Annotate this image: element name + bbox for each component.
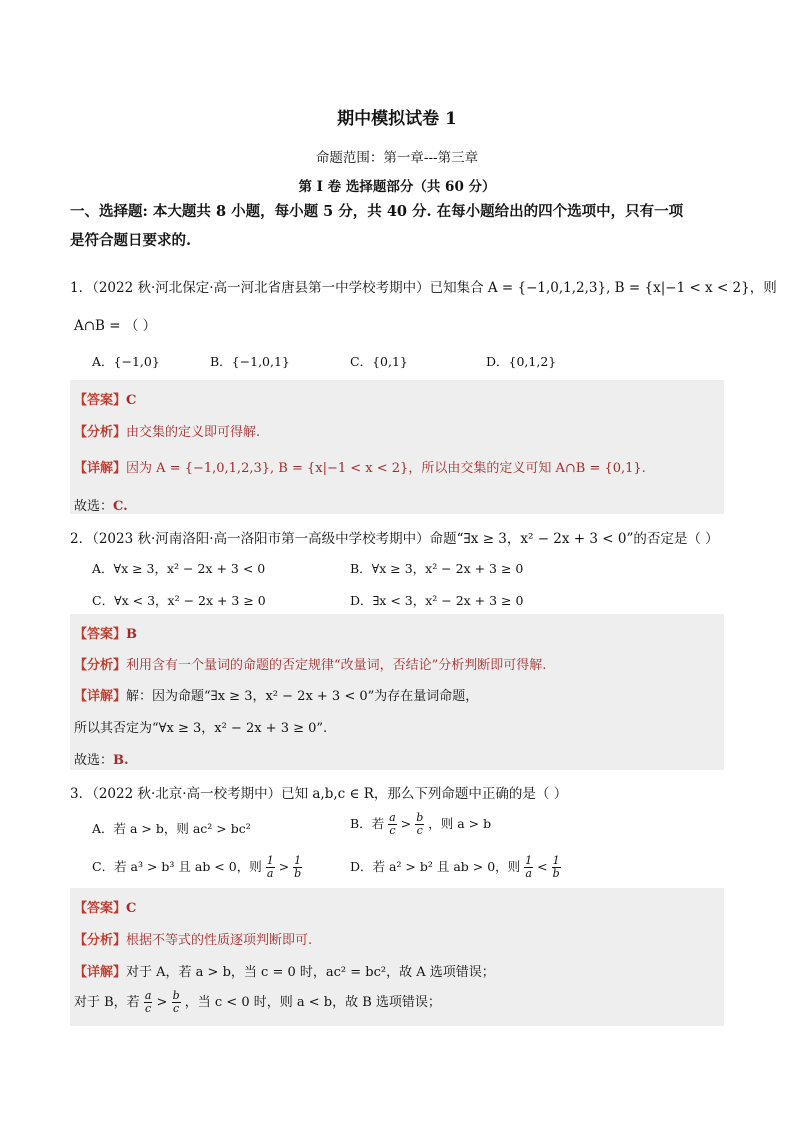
section-heading: 第 I 卷 选择题部分（共 60 分） bbox=[298, 179, 496, 195]
fraction-b-over-c: $\frac{b}{c}$ bbox=[416, 811, 424, 837]
question-1-option-c: C．{0,1} bbox=[350, 354, 408, 369]
question-3-option-b: B．若 $\frac{a}{c}$ > $\frac{b}{c}$ ，则 a > b bbox=[350, 811, 492, 837]
fraction-1-over-b: $\frac{1}{b}$ bbox=[552, 854, 560, 880]
question-2-option-b: B．∀x ≥ 3，x² − 2x + 3 ≥ 0 bbox=[350, 561, 524, 576]
instructions-line-2: 是符合题日要求的. bbox=[70, 232, 192, 249]
fraction-1-over-a: $\frac{1}{a}$ bbox=[525, 854, 533, 880]
exam-scope: 命题范围：第一章---第三章 bbox=[315, 150, 479, 166]
q1-analysis: 【分析】由交集的定义即可得解. bbox=[74, 425, 261, 440]
q1-answer: 【答案】C bbox=[74, 393, 137, 408]
q1-choose: 故选：C. bbox=[74, 499, 128, 514]
question-1-option-a: A．{−1,0} bbox=[92, 354, 160, 369]
q3-detail-cont: 对于 B，若 $\frac{a}{c}$ > $\frac{b}{c}$ ，当 c < 0 时，则 a < b，故 B 选项错误； bbox=[74, 989, 441, 1015]
q3-detail: 【详解】对于 A，若 a > b，当 c = 0 时，ac² = bc²，故 A 选项错误； bbox=[74, 965, 495, 980]
question-2-option-a: A．∀x ≥ 3，x² − 2x + 3 < 0 bbox=[92, 561, 266, 576]
q2-analysis: 【分析】利用含有一个量词的命题的否定规律“改量词，否结论”分析判断即可得解. bbox=[74, 658, 547, 673]
q3-answer: 【答案】C bbox=[74, 901, 137, 916]
question-1-stem-cont: A∩B = （ ） bbox=[74, 318, 157, 334]
page-title: 期中模拟试卷 1 bbox=[337, 109, 457, 129]
q2-choose: 故选：B. bbox=[74, 753, 129, 768]
fraction-a-over-c: $\frac{a}{c}$ bbox=[144, 989, 152, 1015]
question-2-stem: 2．（2023 秋·河南洛阳·高一洛阳市第一高级中学校考期中）命题“∃x ≥ 3，x² − 2x + 3 < 0”的否定是（ ） bbox=[70, 531, 719, 547]
q2-answer: 【答案】B bbox=[74, 627, 138, 642]
fraction-b-over-c: $\frac{b}{c}$ bbox=[172, 989, 180, 1015]
question-3-stem: 3．（2022 秋·北京·高一校考期中）已知 a,b,c ∈ R，那么下列命题中正确的是（ ） bbox=[70, 786, 568, 802]
question-2-option-d: D．∃x < 3，x² − 2x + 3 ≥ 0 bbox=[350, 593, 524, 608]
question-1-option-b: B．{−1,0,1} bbox=[210, 354, 290, 369]
question-3-option-c: C．若 a³ > b³ 且 ab < 0，则 $\frac{1}{a}$ > $\frac{1}{b}$ bbox=[92, 854, 302, 880]
fraction-1-over-b: $\frac{1}{b}$ bbox=[294, 854, 302, 880]
q3-analysis: 【分析】根据不等式的性质逐项判断即可. bbox=[74, 933, 313, 948]
question-3-option-a: A．若 a > b，则 ac² > bc² bbox=[92, 821, 251, 836]
question-1-solution bbox=[70, 380, 724, 514]
question-1-stem: 1．（2022 秋·河北保定·高一河北省唐县第一中学校考期中）已知集合 A = {−1,0,1,2,3}, B = {x|−1 < x < 2}，则 bbox=[70, 280, 777, 296]
question-3-solution bbox=[70, 888, 724, 1026]
fraction-1-over-a: $\frac{1}{a}$ bbox=[266, 854, 274, 880]
instructions-line-1: 一、选择题: 本大题共 8 小题，每小题 5 分，共 40 分. 在每小题给出的四个选项中，只有一项 bbox=[70, 203, 684, 220]
question-3-option-d: D．若 a² > b² 且 ab > 0，则 $\frac{1}{a}$ < $\frac{1}{b}$ bbox=[350, 854, 560, 880]
question-1-option-d: D．{0,1,2} bbox=[486, 354, 557, 369]
question-2-solution bbox=[70, 614, 724, 770]
fraction-a-over-c: $\frac{a}{c}$ bbox=[389, 811, 396, 837]
q2-detail-cont: 所以其否定为“∀x ≥ 3，x² − 2x + 3 ≥ 0”. bbox=[74, 721, 328, 736]
q1-detail: 【详解】因为 A = {−1,0,1,2,3}, B = {x|−1 < x < 2}，所以由交集的定义可知 A∩B = {0,1}. bbox=[74, 461, 646, 476]
q2-detail: 【详解】解：因为命题“∃x ≥ 3，x² − 2x + 3 < 0”为存在量词命题， bbox=[74, 689, 479, 704]
question-2-option-c: C．∀x < 3，x² − 2x + 3 ≥ 0 bbox=[92, 593, 266, 608]
